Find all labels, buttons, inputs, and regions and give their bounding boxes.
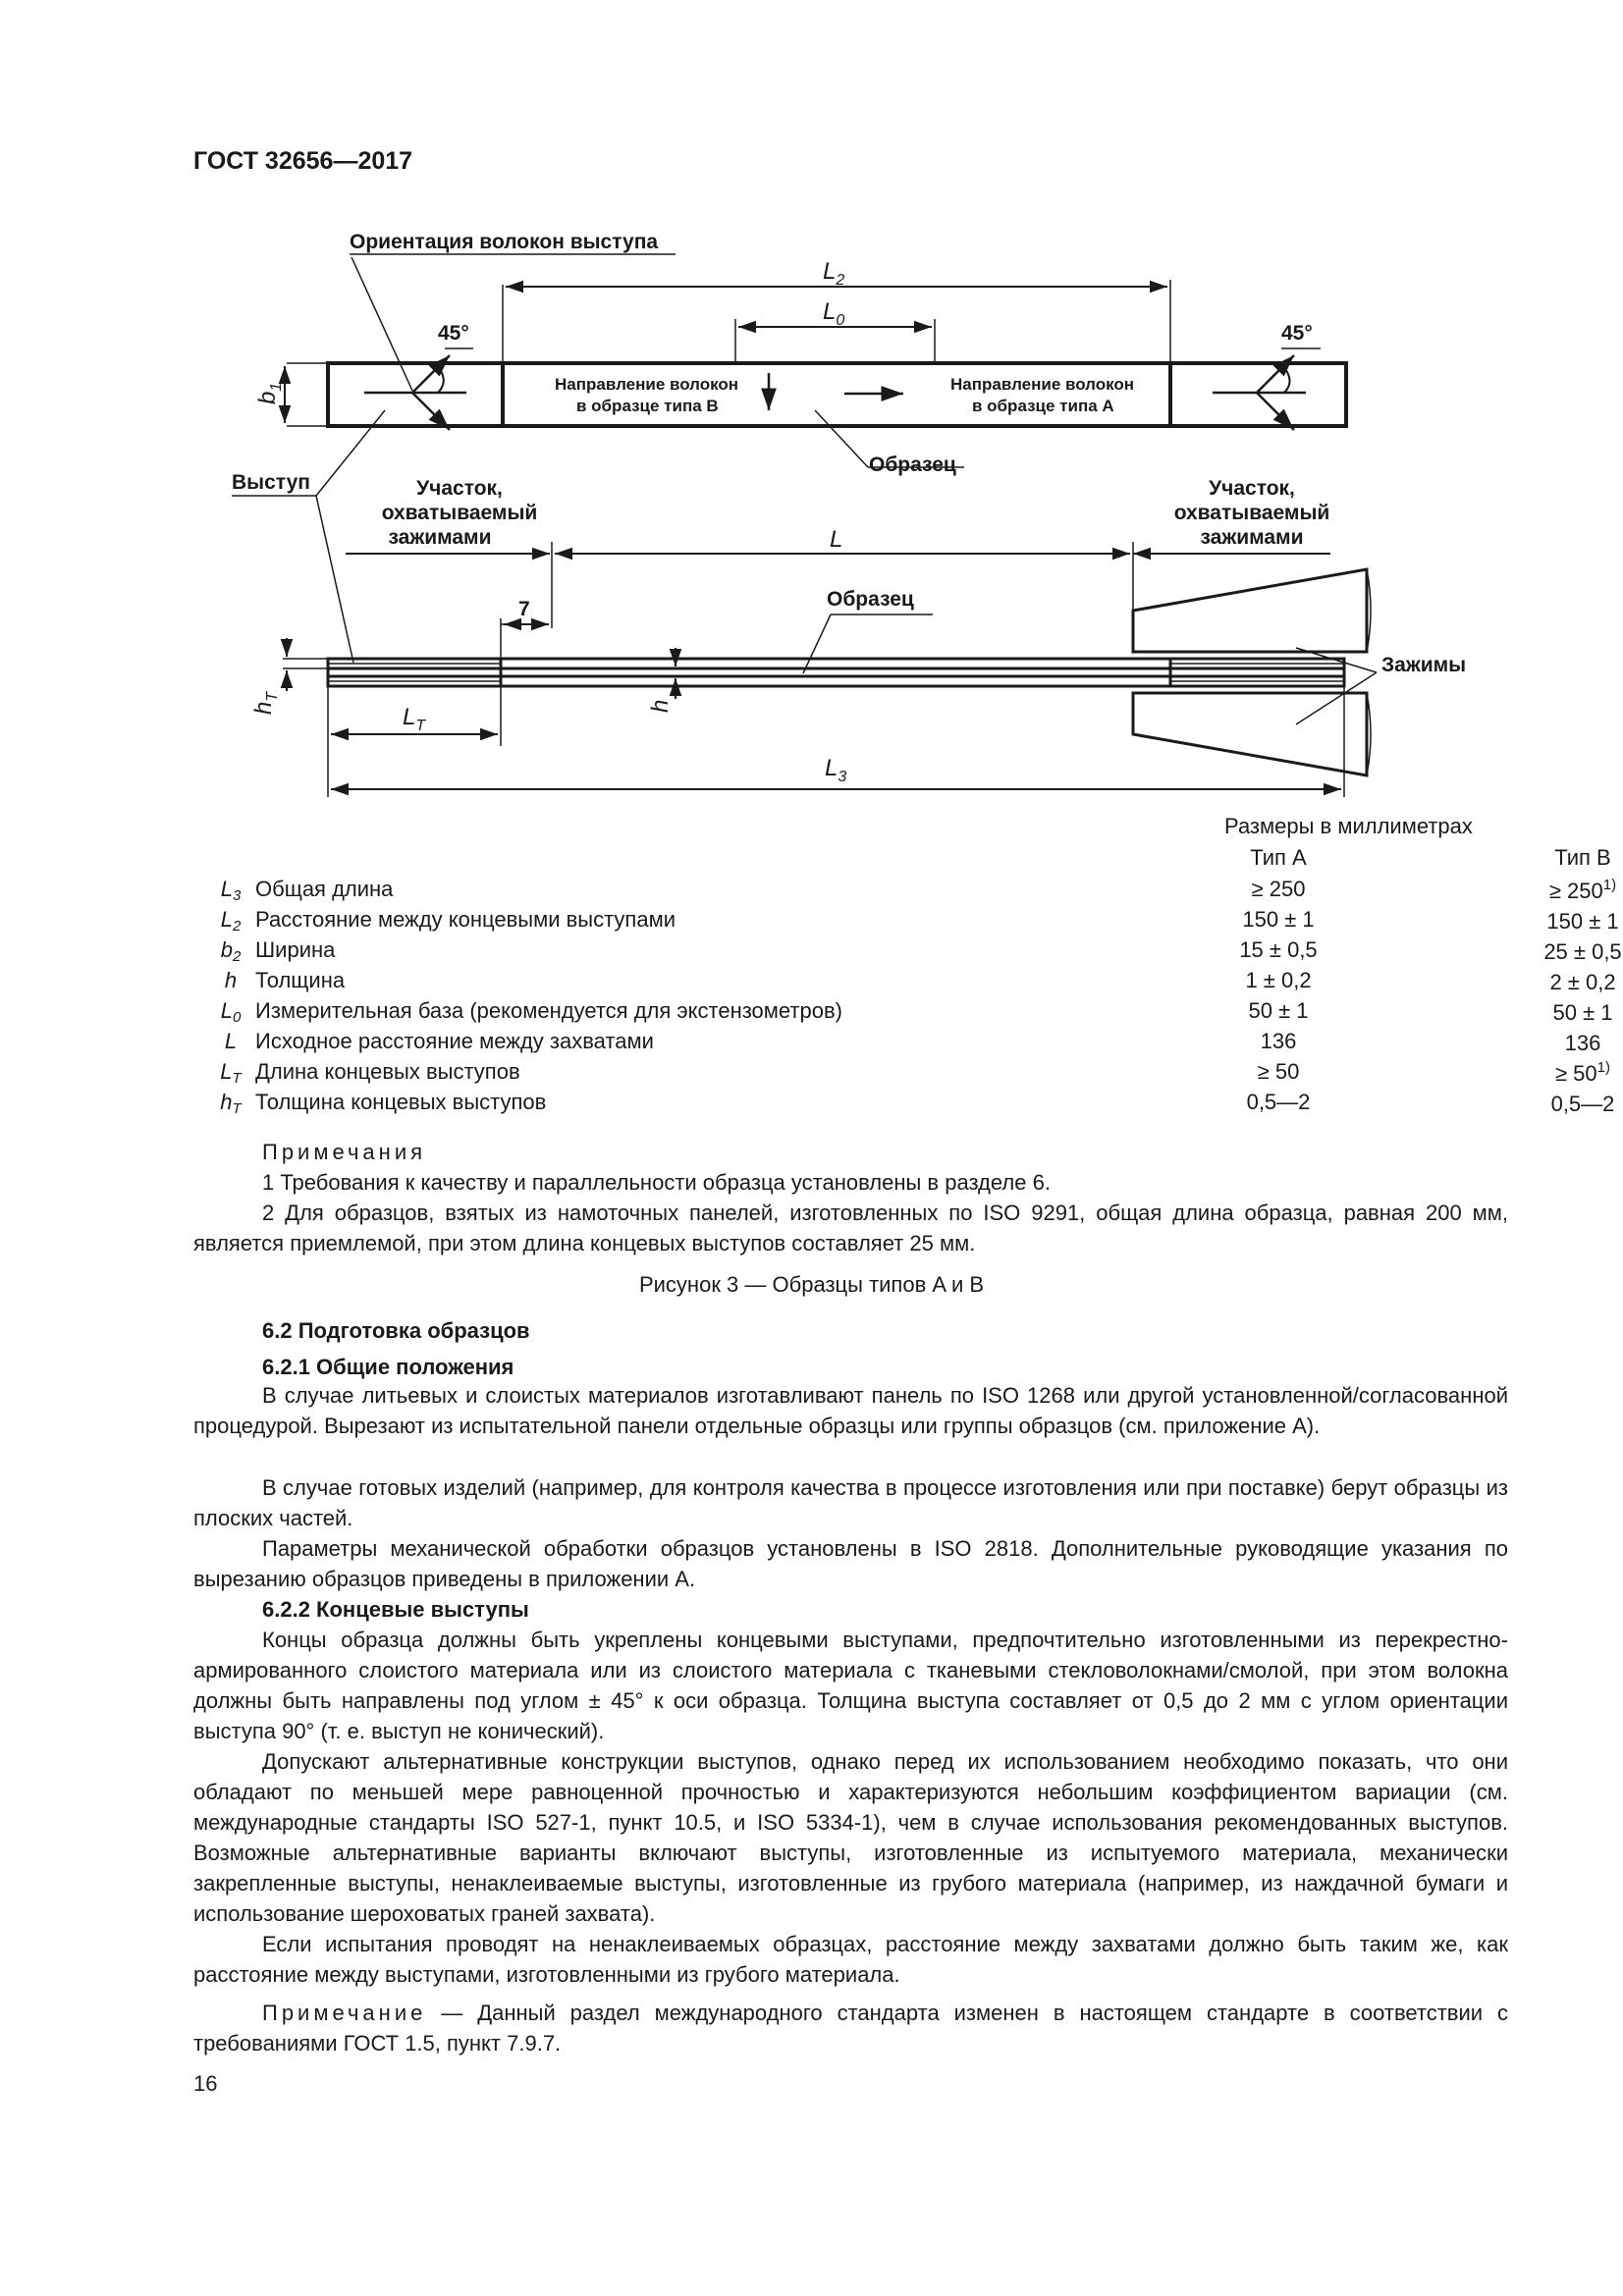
clamp-lower <box>1133 693 1367 775</box>
subsection-heading-1: 6.2.1 Общие положения <box>262 1355 514 1379</box>
row-symbol: $L_2$ <box>220 907 242 934</box>
document-header: ГОСТ 32656—2017 <box>193 147 413 175</box>
row-value-a: 50 ± 1 <box>1248 998 1309 1023</box>
specimen-top-label: Образец <box>869 454 956 476</box>
paragraph-3: Параметры механической обработки образцов установлены в ISO 2818. Дополнительные руководящие указания по вырезанию образцов приведены в приложении A. <box>193 1536 1508 1591</box>
row-value-a: 0,5—2 <box>1246 1090 1311 1114</box>
table-row <box>208 937 1622 968</box>
fiber-orientation-label: Ориентация волокон выступа <box>350 231 659 253</box>
angle-left-label: 45° <box>438 322 469 345</box>
tab-label: Выступ <box>232 471 310 494</box>
row-name: Общая длина <box>255 877 394 901</box>
specimen-side-view <box>328 659 1344 686</box>
specimen-bottom-label: Образец <box>827 588 914 611</box>
row-name: Толщина <box>255 968 346 992</box>
row-symbol: $h_T$ <box>220 1090 242 1117</box>
grip-zone-left-2: охватываемый <box>381 502 538 524</box>
clamp-upper <box>1133 569 1367 652</box>
row-value-b: 0,5—2 <box>1550 1092 1615 1116</box>
row-symbol: $L_3$ <box>220 877 242 904</box>
table-row <box>208 998 1613 1029</box>
grip-zone-right-2: охватываемый <box>1173 502 1330 524</box>
col-a-header: Тип A <box>1250 845 1307 870</box>
dim-h-label: h <box>647 699 674 713</box>
grip-zone-left-3: зажимами <box>388 526 492 549</box>
row-value-b: 136 <box>1564 1031 1601 1055</box>
section-note: Примечание — Данный раздел международного стандарта изменен в настоящем стандарте в соответствии с требованиями ГОСТ 1.5, пункт 7.9.7. <box>193 2001 1508 2056</box>
dim-l2-label: $L_2$ <box>823 258 845 289</box>
table-row <box>208 1090 1615 1120</box>
page-number: 16 <box>193 2071 218 2096</box>
fiber-dir-a-line1: Направление волокон <box>950 375 1135 394</box>
row-value-b: 50 ± 1 <box>1552 1000 1613 1025</box>
fiber-dir-a-line2: в образце типа A <box>972 397 1114 415</box>
fiber-dir-b-line2: в образце типа B <box>576 397 719 415</box>
paragraph-2: В случае готовых изделий (например, для контроля качества в процессе изготовления или при поставке) берут образцы из плоских частей. <box>193 1475 1508 1530</box>
row-value-a: ≥ 250 <box>1251 877 1306 901</box>
notes-title: Примечания <box>262 1140 427 1164</box>
dim-b1-label: $b_1$ <box>254 382 285 404</box>
paragraph-1: В случае литьевых и слоистых материалов изготавливают панель по ISO 1268 или другой установленной/согласованной процедурой. Вырезают из испытательной панели отдельные образцы или группы образцов (см. приложение A). <box>193 1383 1508 1438</box>
row-name: Ширина <box>255 937 336 962</box>
dim-l0-label: $L_0$ <box>823 298 845 329</box>
note-2: 2 Для образцов, взятых из намоточных панелей, изготовленных по ISO 9291, общая длина образца, равная 200 мм, является приемлемой, при этом длина концевых выступов составляет 25 мм. <box>193 1201 1508 1255</box>
table-row <box>208 1059 1610 1090</box>
row-symbol: h <box>224 968 238 992</box>
row-value-a: 15 ± 0,5 <box>1239 937 1318 962</box>
row-symbol: $L_0$ <box>220 998 242 1026</box>
paragraph-5: Допускают альтернативные конструкции выступов, однако перед их использованием необходимо показать, что они обладают по меньшей мере равноценной прочностью и характеризуются небольшим коэффициентом вариации (см. международные стандарты ISO 527-1, пункт 10.5, и ISO 5334-1), чем в случае использования рекомендованных выступов. Возможные альтернативные варианты включают выступы, изготовленные из испытуемого материала, механически закрепленные выступы, ненаклеиваемые выступы, изготовленные из грубого материала (например, из наждачной бумаги и использование шероховатых граней захвата). <box>193 1749 1508 1926</box>
row-symbol: $L_T$ <box>220 1059 242 1087</box>
table-row <box>208 968 1616 998</box>
specimen-top-view <box>328 363 1346 426</box>
dim-l-label: L <box>830 526 843 553</box>
row-value-a: ≥ 50 <box>1257 1059 1300 1084</box>
table-row <box>208 1029 1601 1059</box>
row-name: Исходное расстояние между захватами <box>255 1029 654 1053</box>
clamps-label: Зажимы <box>1381 654 1467 676</box>
row-value-b: ≥ $250^{1)}$ <box>1548 877 1617 903</box>
dim-ht-label: $h_T$ <box>250 691 281 715</box>
row-value-a: 136 <box>1260 1029 1297 1053</box>
grip-zone-left-1: Участок, <box>416 477 503 500</box>
col-b-header: Тип B <box>1554 845 1611 870</box>
specimen-figure <box>0 0 1623 815</box>
grip-zone-right-3: зажимами <box>1200 526 1304 549</box>
row-value-b: 150 ± 1 <box>1546 909 1619 934</box>
row-name: Измерительная база (рекомендуется для экстензометров) <box>255 998 842 1023</box>
paragraph-4: Концы образца должны быть укреплены концевыми выступами, предпочтительно изготовленными из перекрестно-армированного слоистого материала или из слоистого материала с тканевыми стекловолокнами/смолой, при этом волокна должны быть направлены под углом ± 45° к оси образца. Толщина выступа составляет от 0,5 до 2 мм с углом ориентации выступа 90° (т. е. выступ не конический). <box>193 1628 1508 1743</box>
note-1: 1 Требования к качеству и параллельности образца установлены в разделе 6. <box>262 1170 1051 1195</box>
row-value-b: 2 ± 0,2 <box>1549 970 1616 994</box>
subsection-heading-2: 6.2.2 Концевые выступы <box>262 1597 529 1622</box>
section-heading: 6.2 Подготовка образцов <box>262 1318 530 1343</box>
grip-zone-right-1: Участок, <box>1209 477 1295 500</box>
row-name: Расстояние между концевыми выступами <box>255 907 676 932</box>
row-symbol: $b_2$ <box>220 937 242 965</box>
dim-l3-label: $L_3$ <box>825 755 847 785</box>
row-value-b: 25 ± 0,5 <box>1543 939 1622 964</box>
row-name: Толщина концевых выступов <box>255 1090 547 1114</box>
angle-right-label: 45° <box>1281 322 1313 345</box>
table-row <box>208 907 1619 937</box>
figure-caption: Рисунок 3 — Образцы типов A и B <box>638 1272 985 1297</box>
row-symbol: L <box>224 1029 238 1053</box>
dim-lt-label: $L_T$ <box>403 704 426 734</box>
units-note: Размеры в миллиметрах <box>1224 814 1473 838</box>
fiber-dir-b-line1: Направление волокон <box>555 375 739 394</box>
table-row <box>208 877 1617 907</box>
row-value-a: 1 ± 0,2 <box>1245 968 1312 992</box>
row-value-a: 150 ± 1 <box>1242 907 1315 932</box>
row-value-b: ≥ $50^{1)}$ <box>1554 1059 1610 1086</box>
dim-7-label: 7 <box>518 598 530 620</box>
paragraph-6: Если испытания проводят на ненаклеиваемых образцах, расстояние между захватами должно быть таким же, как расстояние между выступами, изготовленными из грубого материала. <box>193 1932 1508 1987</box>
row-name: Длина концевых выступов <box>255 1059 520 1084</box>
